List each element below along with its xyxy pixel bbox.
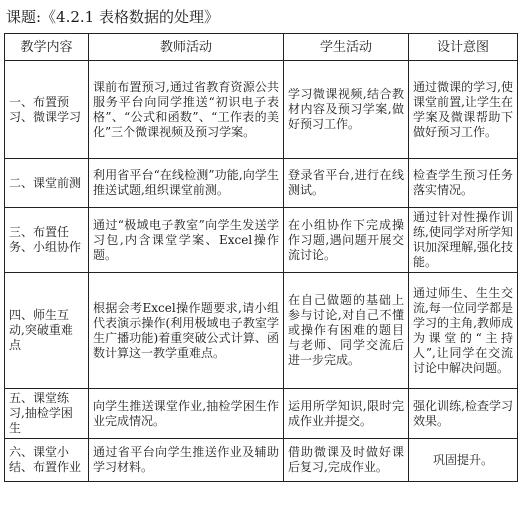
teacher-activity-cell: 课前布置预习,通过省教育资源公共服务平台向同学推送“初识电子表格”、“公式和函数”、“工作表的美化”三个微课视频及预习学案。: [89, 61, 284, 159]
table-row: [5, 208, 518, 273]
stage-cell: 五、课堂练习,抽检学困生: [5, 389, 89, 439]
stage-cell: 六、课堂小结、布置作业: [5, 439, 89, 482]
design-intent-cell: 通过微课的学习,使课堂前置,让学生在学案及微课帮助下做好预习工作。: [409, 61, 518, 159]
teacher-activity-cell: 通过省平台向学生推送作业及辅助学习材料。: [89, 439, 284, 482]
header-student-activity: 学生活动: [284, 34, 409, 61]
header-teacher-activity: 教师活动: [89, 34, 284, 61]
design-intent-cell: 通过师生、生生交流,每一位同学都是学习的主角,教师成为课堂的“主持人”,让同学在交流讨论中解决问题。: [409, 273, 518, 389]
student-activity-cell: 在小组协作下完成操作习题,遇问题开展交流讨论。: [284, 208, 409, 273]
table-row: [5, 273, 518, 389]
table-row: [5, 389, 518, 439]
design-intent-cell: 巩固提升。: [409, 439, 518, 482]
student-activity-cell: 借助微课及时做好课后复习,完成作业。: [284, 439, 409, 482]
stage-cell: 二、课堂前测: [5, 159, 89, 208]
teacher-activity-cell: 向学生推送课堂作业,抽检学困生作业完成情况。: [89, 389, 284, 439]
student-activity-cell: 登录省平台,进行在线测试。: [284, 159, 409, 208]
student-activity-cell: 运用所学知识,限时完成作业并提交。: [284, 389, 409, 439]
teacher-activity-cell: 根据会考Excel操作题要求,请小组代表演示操作(利用极域电子教室学生广播功能)着重突破公式计算、函数计算这一教学重难点。: [89, 273, 284, 389]
teacher-activity-cell: 通过“极域电子教室”向学生发送学习包,内含课堂学案、Excel操作题。: [89, 208, 284, 273]
table-row: [5, 159, 518, 208]
stage-cell: 一、布置预习、微课学习: [5, 61, 89, 159]
design-intent-cell: 检查学生预习任务落实情况。: [409, 159, 518, 208]
design-intent-cell: 通过针对性操作训练,使同学对所学知识加深理解,强化技能。: [409, 208, 518, 273]
teacher-activity-cell: 利用省平台“在线检测”功能,向学生推送试题,组织课堂前测。: [89, 159, 284, 208]
stage-cell: 三、布置任务、小组协作: [5, 208, 89, 273]
table-row: [5, 439, 518, 482]
stage-cell: 四、师生互动,突破重难点: [5, 273, 89, 389]
design-intent-cell: 强化训练,检查学习效果。: [409, 389, 518, 439]
table-row: [5, 61, 518, 159]
table-header-row: [5, 34, 518, 61]
student-activity-cell: 在自己做题的基础上参与讨论,对自己不懂或操作有困难的题目与老师、同学交流后进一步完成。: [284, 273, 409, 389]
student-activity-cell: 学习微课视频,结合教材内容及预习学案,做好预习工作。: [284, 61, 409, 159]
lesson-plan-table: [4, 33, 518, 482]
header-content: 教学内容: [5, 34, 89, 61]
header-design-intent: 设计意图: [409, 34, 518, 61]
lesson-title: 课题:《4.2.1 表格数据的处理》: [6, 8, 219, 26]
